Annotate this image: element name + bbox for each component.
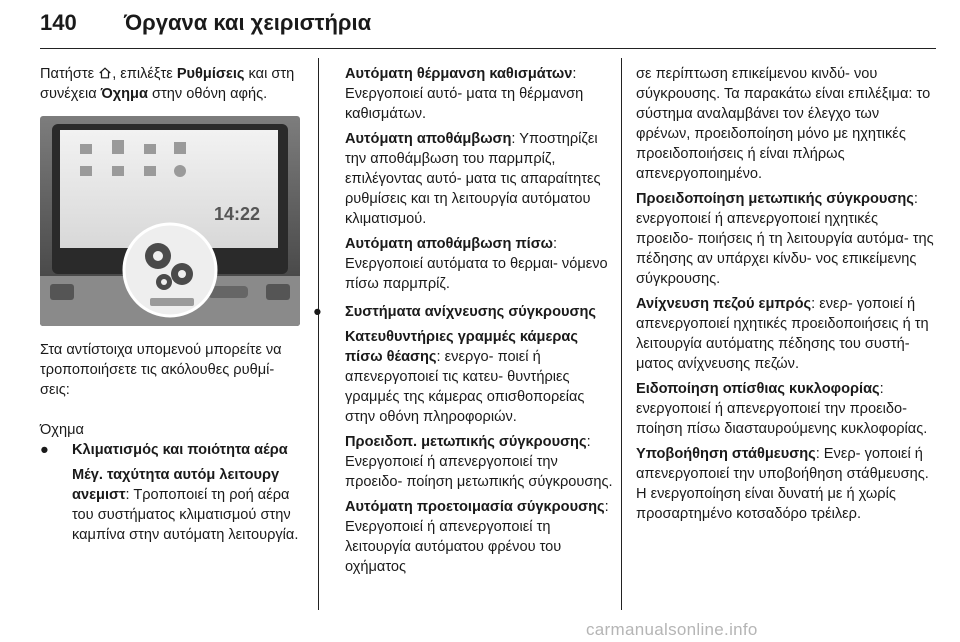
item-front-collision-warning: [636, 189, 936, 289]
column-divider-1: [318, 58, 319, 610]
item-term: Αυτόματη αποθάμβωση: [345, 131, 512, 147]
bullet-heading-climate: Κλιματισμός και ποιότητα αέρα: [72, 442, 288, 458]
item-term: Αυτόματη αποθάμβωση πίσω: [345, 236, 554, 252]
intro-text-b: , επιλέξτε: [112, 66, 173, 82]
item-auto-seat-heating: [345, 64, 615, 124]
item-text: : ενεργοποιεί ή απενεργοποιεί την προειδο- ποίηση πίσω διασταυρούμενης κυκλοφορίας.: [636, 381, 928, 437]
item-pedestrian-detection: [636, 294, 936, 374]
item-auto-rear-defog: [345, 234, 615, 294]
item-term: Ειδοποίηση οπίσθιας κυκλοφορίας: [636, 381, 880, 397]
header-rule: [40, 48, 936, 49]
page-header: [40, 8, 936, 48]
submenu-paragraph: Στα αντίστοιχα υπομενού μπορείτε να τροποποιήσετε τις ακόλουθες ρυθμί- σεις:: [40, 342, 282, 398]
item-text: : Τροποποιεί τη ροή αέρα του συστήματος κλιματισμού στην καμπίνα στην αυτόματη λειτουργία.: [72, 487, 299, 543]
infotainment-illustration: [40, 116, 300, 326]
item-term: Προειδοπ. μετωπικής σύγκρουσης: [345, 434, 587, 450]
bullet-collision: [313, 302, 615, 322]
section-heading-vehicle: Όχημα: [40, 422, 84, 438]
item-rear-cross-traffic: [636, 379, 936, 439]
column-1: [40, 64, 306, 545]
column-2: [313, 64, 615, 577]
item-fan-speed: [40, 465, 306, 545]
item-term: Υποβοήθηση στάθμευσης: [636, 446, 816, 462]
item-text: : Ενερ- γοποιεί ή απενεργοποιεί την υποβοήθηση στάθμευσης. Η ενεργοποίηση είναι δυνατή με ή χωρίς προσαρτημένο κοτσαδόρο τρέιλερ.: [636, 446, 929, 522]
item-term: Προειδοποίηση μετωπικής σύγκρουσης: [636, 191, 914, 207]
item-auto-collision-prep: [345, 497, 615, 577]
page-number: 140: [40, 10, 77, 35]
item-term: Αυτόματη θέρμανση καθισμάτων: [345, 66, 573, 82]
item-text: : ενερ- γοποιεί ή απενεργοποιεί ηχητικές προειδοποιήσεις ή τη λειτουργία αυτόματης πέδησης του συστή- ματος ανίχνευσης πεζών.: [636, 296, 929, 372]
intro-text-a: Πατήστε: [40, 66, 95, 82]
column-divider-2: [621, 58, 622, 610]
item-text: : Ενεργοποιεί αυτόματα το θερμαι- νόμενο πίσω παρμπρίζ.: [345, 236, 608, 292]
item-rear-camera-guidelines: [345, 327, 615, 427]
item-term: Ανίχνευση πεζού εμπρός: [636, 296, 812, 312]
display-clock: 14:22: [214, 204, 261, 224]
bullet-dot: ●: [313, 304, 322, 320]
item-forward-collision-alert: [345, 432, 615, 492]
item-term: Αυτόματη προετοιμασία σύγκρουσης: [345, 499, 605, 515]
page-title: Όργανα και χειριστήρια: [124, 10, 372, 35]
item-term: Κατευθυντήριες γραμμές κάμερας πίσω θέασης: [345, 329, 578, 365]
continuation-paragraph: σε περίπτωση επικείμενου κινδύ- νου σύγκρουσης. Τα παρακάτω είναι επιλέξιμα: το σύστημα αναλαμβάνει τον έλεγχο των φρένων, προειδοποίηση μόνο με ηχητικές προειδοποιήσεις ή είναι πλήρως απενεργοποιημένο.: [636, 66, 931, 182]
item-text: : Ενεργοποιεί αυτό- ματα τη θέρμανση καθισμάτων.: [345, 66, 584, 122]
intro-text-d: στην οθόνη αφής.: [152, 86, 268, 102]
intro-paragraph: [40, 64, 306, 104]
item-text: : Υποστηρίζει την αποθάμβωση του παρμπρίζ, επιλέγοντας αυτό- ματα τις απαραίτητες ρυθμίσεις και τη λειτουργία αυτόματου κλιματισμού.: [345, 131, 601, 227]
column-3: [636, 64, 936, 524]
intro-text-c: και στη συνέχεια: [40, 66, 295, 102]
item-term: Μέγ. ταχύτητα αυτόμ λειτουργ ανεμιστ: [72, 467, 280, 503]
item-park-assist: [636, 444, 936, 524]
item-auto-defog: [345, 129, 615, 229]
bullet-dot: ●: [40, 442, 49, 458]
item-text: : Ενεργοποιεί ή απενεργοποιεί την προειδο- ποίηση μετωπικής σύγκρουσης.: [345, 434, 613, 490]
item-text: : ενεργο- ποιεί ή απενεργοποιεί τις κατευ- θυντήριες γραμμές της κάμερας οπισθοπορείας στην οθόνη πληροφοριών.: [345, 349, 585, 425]
watermark: carmanualsonline.info: [586, 620, 758, 639]
item-text: : ενεργοποιεί ή απενεργοποιεί ηχητικές προειδο- ποιήσεις ή τη λειτουργία αυτόμα- της πέδησης αν υπάρχει κίνδυ- νος επικείμενης σύγκρουσης.: [636, 191, 934, 287]
intro-settings-term: Ρυθμίσεις: [176, 66, 245, 82]
intro-vehicle-term: Όχημα: [100, 86, 148, 102]
bullet-heading-collision: Συστήματα ανίχνευσης σύγκρουσης: [345, 304, 596, 320]
item-text: : Ενεργοποιεί ή απενεργοποιεί τη λειτουργία αυτόματου φρένου του οχήματος: [345, 499, 609, 575]
home-icon: [98, 66, 112, 80]
infotainment-figure: [40, 116, 300, 326]
bullet-climate: [40, 440, 306, 460]
